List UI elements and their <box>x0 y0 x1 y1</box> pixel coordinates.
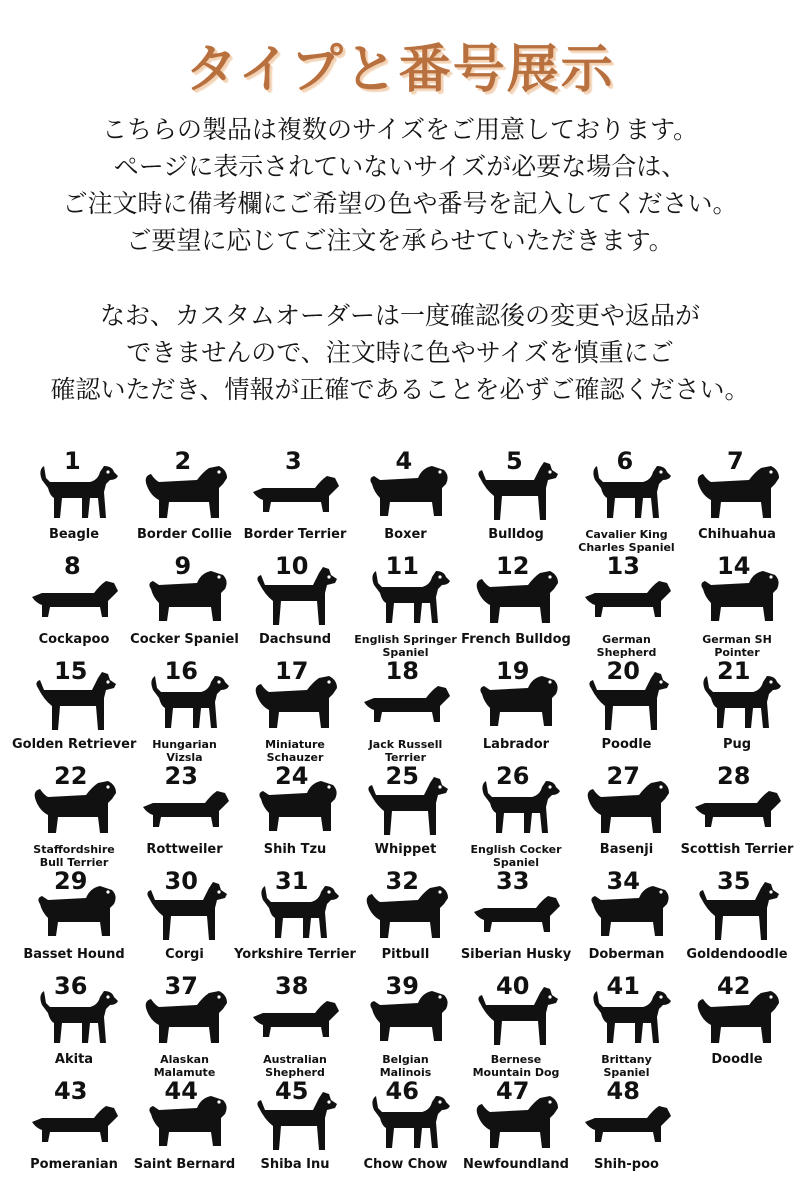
breed-number: 30 <box>164 867 198 895</box>
breed-number: 40 <box>496 972 530 1000</box>
breed-number: 46 <box>385 1077 419 1105</box>
breed-name: Labrador <box>482 737 550 752</box>
breed-number: 25 <box>385 762 419 790</box>
breed-card <box>681 973 793 1079</box>
breed-number: 1 <box>64 447 81 475</box>
breed-name: Hungarian Vizsla <box>152 738 217 764</box>
breed-name: Bulldog <box>488 527 544 542</box>
breed-card <box>460 553 572 659</box>
breed-number: 48 <box>606 1077 640 1105</box>
breed-number: 22 <box>54 762 88 790</box>
breed-card <box>129 553 241 659</box>
breed-name: Doodle <box>711 1052 763 1067</box>
breed-card <box>234 867 356 974</box>
breed-card <box>239 973 351 1079</box>
breed-name: Miniature Schauzer <box>265 738 325 764</box>
breed-card <box>239 763 351 869</box>
breed-number: 41 <box>606 972 640 1000</box>
breed-number: 17 <box>275 657 309 685</box>
breed-card <box>681 658 793 764</box>
breed-name: Pug <box>722 737 752 752</box>
breed-card <box>350 1078 462 1184</box>
breed-number: 39 <box>385 972 419 1000</box>
breed-name: Jack Russell Terrier <box>368 738 443 764</box>
breed-card <box>18 553 130 659</box>
breed-card <box>460 1078 572 1184</box>
breed-card <box>129 448 241 554</box>
breed-name: Chow Chow <box>363 1157 448 1172</box>
breed-card <box>129 868 241 974</box>
breed-name: Shih Tzu <box>263 842 327 857</box>
breed-card <box>350 553 462 659</box>
breed-card <box>129 973 241 1079</box>
breed-number: 6 <box>616 447 634 475</box>
breed-number: 12 <box>496 552 530 580</box>
breed-name: Australian Shepherd <box>263 1053 327 1079</box>
breed-number: 38 <box>275 972 309 1000</box>
breed-name: Shiba Inu <box>260 1157 330 1172</box>
breed-number: 18 <box>385 657 419 685</box>
breed-name: Cavalier King Charles Spaniel <box>578 528 675 554</box>
breed-name: Belgian Malinois <box>379 1053 432 1079</box>
breed-card <box>18 448 130 554</box>
breed-name: Yorkshire Terrier <box>234 947 356 962</box>
breed-name: Alaskan Malamute <box>153 1053 216 1079</box>
breed-number: 32 <box>385 867 419 895</box>
breed-name: Doberman <box>588 947 665 962</box>
breed-name: Goldendoodle <box>686 947 788 962</box>
intro-text <box>0 111 800 259</box>
breed-name: Staffordshire Bull Terrier <box>33 843 115 869</box>
breed-number: 37 <box>164 972 198 1000</box>
breed-number: 42 <box>717 972 751 1000</box>
breed-card <box>239 1078 351 1184</box>
breed-card <box>18 868 130 974</box>
breed-name: Newfoundland <box>463 1157 569 1172</box>
breed-card <box>129 1078 241 1184</box>
breed-card <box>18 973 130 1079</box>
breed-name: Border Terrier <box>243 527 347 542</box>
breed-card <box>18 1078 130 1184</box>
intro-line: ページに表示されていないサイズが必要な場合は、 <box>113 152 687 181</box>
breed-name: Akita <box>54 1052 94 1067</box>
breed-number: 8 <box>64 552 81 580</box>
breed-card <box>681 763 793 869</box>
breed-name: Pomeranian <box>30 1157 118 1172</box>
breed-name: Golden Retriever <box>12 737 137 752</box>
breed-name: Corgi <box>165 947 204 962</box>
breed-number: 3 <box>285 447 302 475</box>
breed-number: 27 <box>606 762 640 790</box>
breed-card <box>350 763 462 869</box>
notice-line: 確認いただき、情報が正確であることを必ずご確認ください。 <box>50 375 750 404</box>
breed-card <box>460 448 572 554</box>
breed-card <box>571 763 683 869</box>
breed-card <box>571 973 683 1079</box>
breed-number: 11 <box>385 552 419 580</box>
breed-card <box>571 658 683 764</box>
breed-number: 28 <box>717 762 751 790</box>
breed-card <box>350 448 462 554</box>
breed-number: 10 <box>275 552 309 580</box>
breed-card <box>239 553 351 659</box>
breed-name: Cocker Spaniel <box>130 632 239 647</box>
breed-card <box>681 868 793 974</box>
breed-card <box>571 448 683 554</box>
breed-card <box>460 658 572 764</box>
breed-name: Bernese Mountain Dog <box>472 1053 560 1079</box>
breed-card <box>571 1078 683 1184</box>
breed-name: Brittany Spaniel <box>601 1053 652 1079</box>
breed-card <box>12 657 137 764</box>
breed-number: 15 <box>54 657 88 685</box>
breed-card <box>571 553 683 659</box>
breed-number: 26 <box>496 762 530 790</box>
breed-number: 19 <box>496 657 530 685</box>
breed-name: French Bulldog <box>461 632 571 647</box>
breed-number: 5 <box>506 447 523 475</box>
breed-number: 21 <box>717 657 751 685</box>
breed-name: Scottish Terrier <box>680 842 794 857</box>
breed-card <box>129 658 241 764</box>
breed-name: Border Collie <box>137 527 232 542</box>
intro-line: ご注文時に備考欄にご希望の色や番号を記入してください。 <box>62 189 738 218</box>
breed-number: 16 <box>164 657 198 685</box>
breed-name: English Springer Spaniel <box>354 633 457 659</box>
page-title: タイプと番号展示 <box>185 40 615 100</box>
breed-card <box>681 553 793 659</box>
breed-number: 36 <box>54 972 88 1000</box>
breed-name: Beagle <box>48 527 100 542</box>
breed-name: Rottweiler <box>146 842 223 857</box>
breed-card <box>681 448 793 554</box>
breed-number: 20 <box>606 657 640 685</box>
breed-name: Shih-poo <box>594 1157 659 1172</box>
breed-card <box>460 763 572 869</box>
breed-card <box>571 868 683 974</box>
breed-number: 29 <box>54 867 88 895</box>
breed-name: Chihuahua <box>698 527 776 542</box>
breed-card <box>239 448 351 554</box>
breed-name: Basset Hound <box>23 947 125 962</box>
breed-name: Basenji <box>599 842 654 857</box>
breed-number: 31 <box>275 867 309 895</box>
notice-text <box>0 297 800 408</box>
breed-number: 35 <box>717 867 751 895</box>
breed-card <box>460 973 572 1079</box>
breed-name: Pitbull <box>381 947 430 962</box>
breed-number: 34 <box>606 867 640 895</box>
breed-number: 44 <box>164 1077 198 1105</box>
breed-name: Saint Bernard <box>133 1157 236 1172</box>
breed-number: 23 <box>164 762 198 790</box>
intro-line: ご要望に応じてご注文を承らせていただきます。 <box>126 226 674 255</box>
breed-card <box>460 868 572 974</box>
breed-card <box>129 763 241 869</box>
notice-line: なお、カスタムオーダーは一度確認後の変更や返品が <box>99 301 700 330</box>
breed-number: 14 <box>717 552 751 580</box>
breed-card <box>350 658 462 764</box>
breed-number: 24 <box>275 762 309 790</box>
notice-line: できませんので、注文時に色やサイズを慎重にご <box>126 338 674 367</box>
breed-grid <box>12 447 794 1196</box>
breed-number: 33 <box>496 867 530 895</box>
breed-number: 13 <box>606 552 640 580</box>
breed-card <box>239 658 351 764</box>
breed-card <box>350 973 462 1079</box>
breed-name: German SH Pointer <box>702 633 772 659</box>
breed-number: 47 <box>496 1077 530 1105</box>
breed-number: 9 <box>174 552 192 580</box>
breed-name: Siberian Husky <box>460 947 572 962</box>
breed-card <box>350 868 462 974</box>
breed-name: English Cocker Spaniel <box>470 843 562 869</box>
breed-number: 43 <box>54 1077 88 1105</box>
breed-name: German Shepherd <box>596 633 657 659</box>
breed-name: Cockapoo <box>38 632 110 647</box>
breed-name: Boxer <box>384 527 427 542</box>
breed-number: 45 <box>275 1077 309 1105</box>
breed-name: Dachsund <box>258 632 332 647</box>
breed-card <box>18 763 130 869</box>
breed-number: 4 <box>395 447 413 475</box>
breed-number: 7 <box>727 447 744 475</box>
breed-number: 2 <box>174 447 192 475</box>
intro-line: こちらの製品は複数のサイズをご用意しております。 <box>101 115 698 144</box>
breed-name: Whippet <box>374 842 437 857</box>
breed-name: Poodle <box>601 737 652 752</box>
